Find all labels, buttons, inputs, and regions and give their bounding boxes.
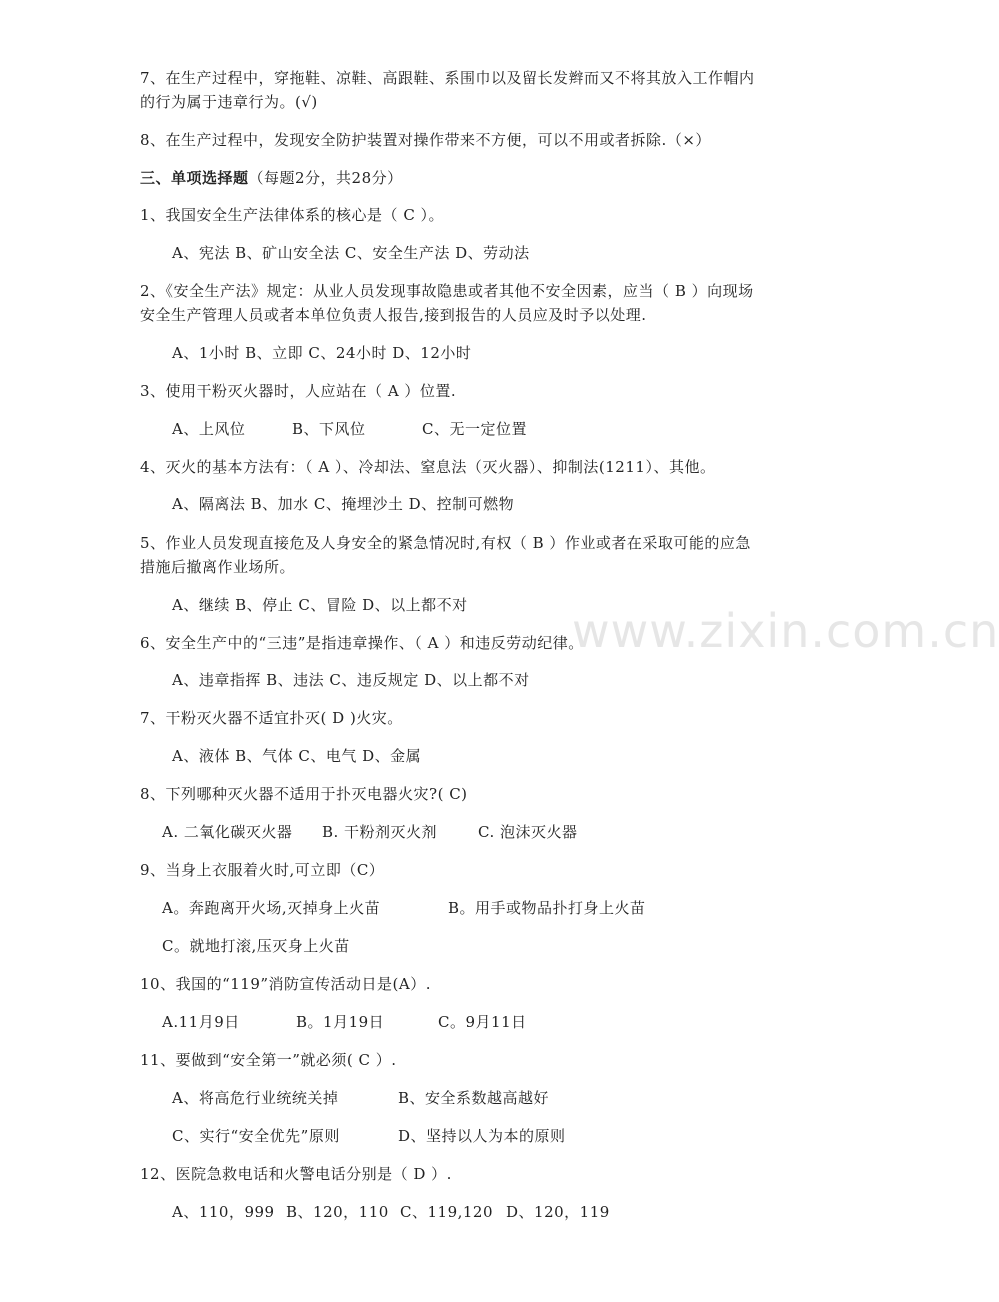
- question-8-option-c: C. 泡沫灭火器: [478, 823, 578, 841]
- question-11-option-d: D、坚持以人为本的原则: [398, 1127, 566, 1145]
- question-5-line-2: 措施后撤离作业场所。: [140, 558, 296, 576]
- question-5-line-1: 5、作业人员发现直接危及人身安全的紧急情况时,有权（ B ）作业或者在采取可能的应急: [140, 534, 751, 552]
- question-8-option-b: B. 干粉剂灭火剂: [322, 823, 438, 841]
- question-6: 6、安全生产中的“三违”是指违章操作、（ A ）和违反劳动纪律。: [140, 634, 584, 652]
- question-3-option-b: B、下风位: [292, 420, 366, 438]
- question-10: 10、我国的“119”消防宣传活动日是(A）.: [140, 975, 432, 993]
- question-9-option-b: B。用手或物品扑打身上火苗: [448, 899, 646, 917]
- question-9-option-c: C。就地打滚,压灭身上火苗: [162, 937, 350, 955]
- question-11: 11、要做到“安全第一”就必须( C ）.: [140, 1051, 397, 1069]
- question-12-option-a: A、110，999: [172, 1203, 275, 1221]
- question-12: 12、医院急救电话和火警电话分别是（ D ）.: [140, 1165, 452, 1183]
- question-1: 1、我国安全生产法律体系的核心是（ C ）。: [140, 206, 445, 224]
- section-heading: [140, 166, 403, 190]
- question-12-option-c: C、119,120: [400, 1203, 494, 1221]
- question-11-option-b: B、安全系数越高越好: [398, 1089, 550, 1107]
- question-5-options: A、继续 B、停止 C、冒险 D、以上都不对: [172, 596, 468, 614]
- watermark-text: www.zixin.com.cn: [572, 604, 999, 658]
- question-9: 9、当身上衣服着火时,可立即（C）: [140, 861, 385, 879]
- question-9-option-a: A。奔跑离开火场,灭掉身上火苗: [162, 899, 381, 917]
- question-4: 4、灭火的基本方法有：（ A ）、冷却法、窒息法（灭火器）、抑制法(1211）、其他。: [140, 458, 716, 476]
- tf-question-8: 8、在生产过程中，发现安全防护装置对操作带来不方便，可以不用或者拆除.（×）: [140, 131, 711, 149]
- question-12-option-b: B、120，110: [286, 1203, 389, 1221]
- tf-question-7-line-1: 7、在生产过程中，穿拖鞋、凉鞋、高跟鞋、系围巾以及留长发辫而又不将其放入工作帽内: [140, 69, 755, 87]
- question-3: 3、使用干粉灭火器时，人应站在（ A ）位置.: [140, 382, 457, 400]
- question-2-line-2: 安全生产管理人员或者本单位负责人报告,接到报告的人员应及时予以处理.: [140, 306, 647, 324]
- question-3-option-a: A、上风位: [172, 420, 246, 438]
- question-10-option-b: B。1月19日: [296, 1013, 385, 1031]
- question-10-option-c: C。9月11日: [438, 1013, 527, 1031]
- question-12-option-d: D、120，119: [506, 1203, 610, 1221]
- question-8-option-a: A. 二氧化碳灭火器: [162, 823, 293, 841]
- question-4-options: A、隔离法 B、加水 C、掩埋沙土 D、控制可燃物: [172, 495, 515, 513]
- section-note: （每题2分，共28分）: [248, 169, 403, 187]
- question-11-option-a: A、将高危行业统统关掉: [172, 1089, 339, 1107]
- question-8: 8、下列哪种灭火器不适用于扑灭电器火灾?( C): [140, 785, 468, 803]
- tf-question-7-line-2: 的行为属于违章行为。(√): [140, 93, 318, 111]
- section-title: 三、单项选择题: [140, 169, 249, 187]
- question-3-option-c: C、无一定位置: [422, 420, 527, 438]
- question-2-line-1: 2、《安全生产法》规定：从业人员发现事故隐患或者其他不安全因素，应当（ B ）向现场: [140, 282, 754, 300]
- question-11-option-c: C、实行“安全优先”原则: [172, 1127, 340, 1145]
- question-7-options: A、液体 B、气体 C、电气 D、金属: [172, 747, 422, 765]
- question-7: 7、干粉灭火器不适宜扑灭( D )火灾。: [140, 709, 403, 727]
- question-10-option-a: A.11月9日: [162, 1013, 240, 1031]
- question-1-options: A、宪法 B、矿山安全法 C、安全生产法 D、劳动法: [172, 244, 530, 262]
- question-2-options: A、1小时 B、立即 C、24小时 D、12小时: [172, 344, 472, 362]
- question-6-options: A、违章指挥 B、违法 C、违反规定 D、以上都不对: [172, 671, 530, 689]
